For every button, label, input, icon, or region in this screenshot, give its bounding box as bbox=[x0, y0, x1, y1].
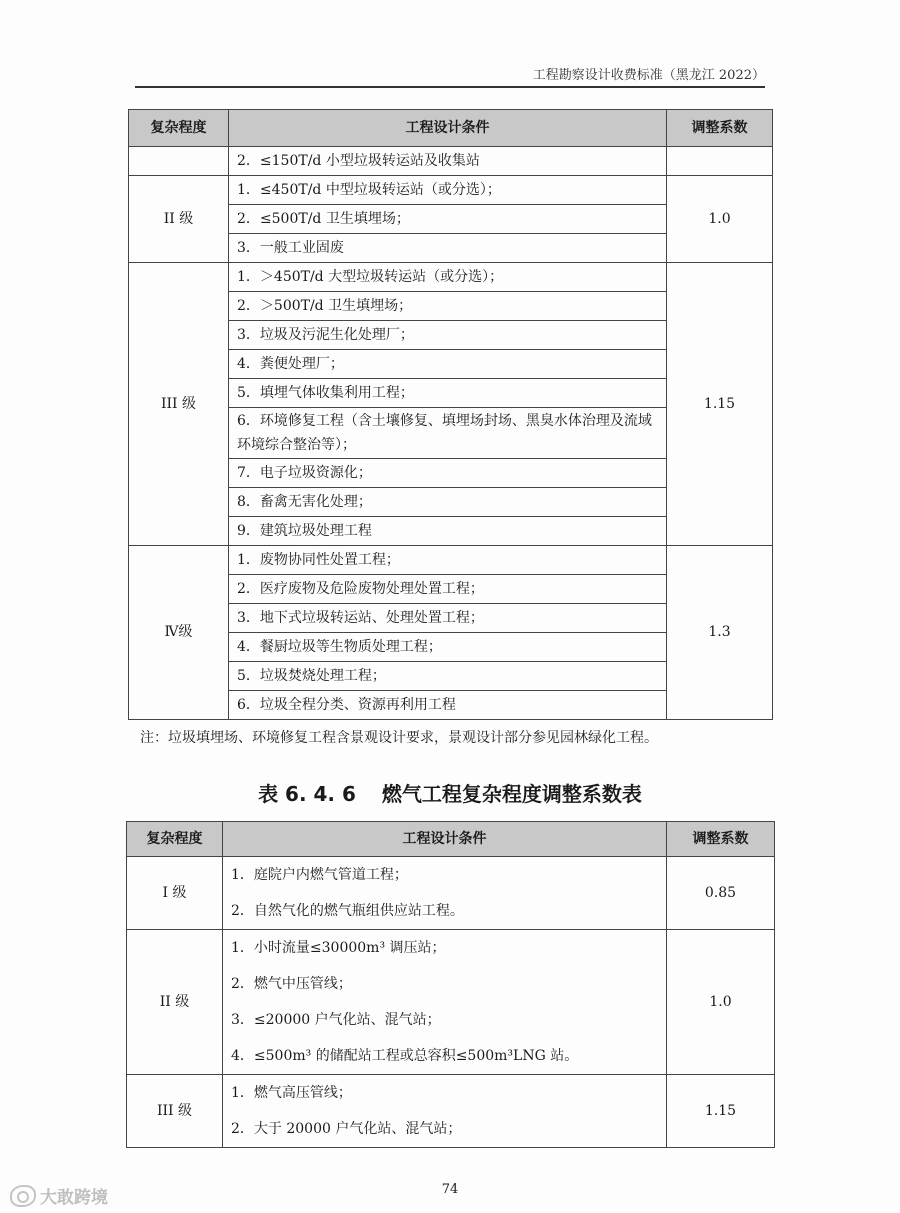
condition-cell: 4．餐厨垃圾等生物质处理工程； bbox=[229, 633, 667, 662]
table-row bbox=[127, 930, 775, 1075]
coefficient-cell: 1.15 bbox=[667, 263, 773, 546]
table-header-row bbox=[129, 110, 773, 147]
condition-cell: 2．≤500T/d 卫生填埋场； bbox=[229, 205, 667, 234]
condition-line: 1．小时流量≤30000m³ 调压站； bbox=[231, 940, 446, 956]
condition-line: 3．≤20000 户气化站、混气站； bbox=[231, 1012, 441, 1028]
condition-cell bbox=[223, 930, 667, 1075]
coefficient-cell: 1.3 bbox=[667, 546, 773, 720]
watermark-text: 大敢跨境 bbox=[40, 1188, 108, 1208]
coefficient-cell: 1.15 bbox=[667, 1075, 775, 1148]
condition-cell: 9．建筑垃圾处理工程 bbox=[229, 517, 667, 546]
column-header-condition: 工程设计条件 bbox=[223, 822, 667, 857]
table-note: 注：垃圾填埋场、环境修复工程含景观设计要求，景观设计部分参见园林绿化工程。 bbox=[140, 730, 658, 746]
condition-cell: 3．地下式垃圾转运站、处理处置工程； bbox=[229, 604, 667, 633]
condition-cell: 7．电子垃圾资源化； bbox=[229, 459, 667, 488]
column-header-grade: 复杂程度 bbox=[127, 822, 223, 857]
table-row bbox=[129, 147, 773, 176]
table-title: 燃气工程复杂程度调整系数表 bbox=[381, 782, 642, 806]
condition-cell: 1．＞450T/d 大型垃圾转运站（或分选）； bbox=[229, 263, 667, 292]
table-row bbox=[127, 857, 775, 930]
condition-cell bbox=[223, 857, 667, 930]
coefficient-cell: 1.0 bbox=[667, 930, 775, 1075]
condition-line: 4．≤500m³ 的储配站工程或总容积≤500m³LNG 站。 bbox=[231, 1048, 579, 1064]
grade-cell: II 级 bbox=[129, 176, 229, 263]
condition-cell: 2．≤150T/d 小型垃圾转运站及收集站 bbox=[229, 147, 667, 176]
condition-line: 1．燃气高压管线； bbox=[231, 1085, 352, 1101]
condition-line: 2．自然气化的燃气瓶组供应站工程。 bbox=[231, 903, 464, 919]
coefficient-cell: 1.0 bbox=[667, 176, 773, 263]
grade-cell: I 级 bbox=[127, 857, 223, 930]
header-title: 工程勘察设计收费标准（黑龙江 2022） bbox=[532, 68, 765, 83]
table-row bbox=[129, 176, 773, 205]
coefficient-cell bbox=[667, 147, 773, 176]
watermark bbox=[10, 1183, 108, 1208]
page-header bbox=[135, 60, 765, 88]
column-header-coefficient: 调整系数 bbox=[667, 822, 775, 857]
coefficient-cell: 0.85 bbox=[667, 857, 775, 930]
column-header-coefficient: 调整系数 bbox=[667, 110, 773, 147]
condition-line: 2．大于 20000 户气化站、混气站； bbox=[231, 1121, 462, 1137]
condition-cell: 5．填埋气体收集利用工程； bbox=[229, 379, 667, 408]
condition-cell: 1．≤450T/d 中型垃圾转运站（或分选）； bbox=[229, 176, 667, 205]
grade-cell bbox=[129, 147, 229, 176]
condition-cell: 2．医疗废物及危险废物处理处置工程； bbox=[229, 575, 667, 604]
condition-cell: 6．垃圾全程分类、资源再利用工程 bbox=[229, 691, 667, 720]
condition-line: 2．燃气中压管线； bbox=[231, 976, 352, 992]
table-header-row bbox=[127, 822, 775, 857]
grade-cell: III 级 bbox=[127, 1075, 223, 1148]
gas-coefficient-table bbox=[126, 821, 775, 1148]
condition-line: 1．庭院户内燃气管道工程； bbox=[231, 867, 408, 883]
condition-cell: 4．粪便处理厂； bbox=[229, 350, 667, 379]
column-header-grade: 复杂程度 bbox=[129, 110, 229, 147]
condition-cell: 5．垃圾焚烧处理工程； bbox=[229, 662, 667, 691]
table-row bbox=[129, 546, 773, 575]
condition-cell bbox=[223, 1075, 667, 1148]
table-row bbox=[129, 263, 773, 292]
condition-cell: 3．垃圾及污泥生化处理厂； bbox=[229, 321, 667, 350]
condition-cell: 8．畜禽无害化处理； bbox=[229, 488, 667, 517]
condition-cell: 3．一般工业固废 bbox=[229, 234, 667, 263]
grade-cell: Ⅳ级 bbox=[129, 546, 229, 720]
page-number: 74 bbox=[441, 1182, 459, 1197]
table-caption bbox=[0, 778, 900, 807]
condition-cell: 6．环境修复工程（含土壤修复、填埋场封场、黑臭水体治理及流域环境综合整治等）； bbox=[229, 408, 667, 459]
column-header-condition: 工程设计条件 bbox=[229, 110, 667, 147]
table-number: 表 6. 4. 6 bbox=[258, 782, 356, 806]
grade-cell: III 级 bbox=[129, 263, 229, 546]
table-row bbox=[127, 1075, 775, 1148]
condition-cell: 1．废物协同性处置工程； bbox=[229, 546, 667, 575]
condition-cell: 2．＞500T/d 卫生填埋场； bbox=[229, 292, 667, 321]
sanitation-coefficient-table bbox=[128, 109, 773, 720]
watermark-logo-icon bbox=[10, 1185, 36, 1207]
grade-cell: II 级 bbox=[127, 930, 223, 1075]
